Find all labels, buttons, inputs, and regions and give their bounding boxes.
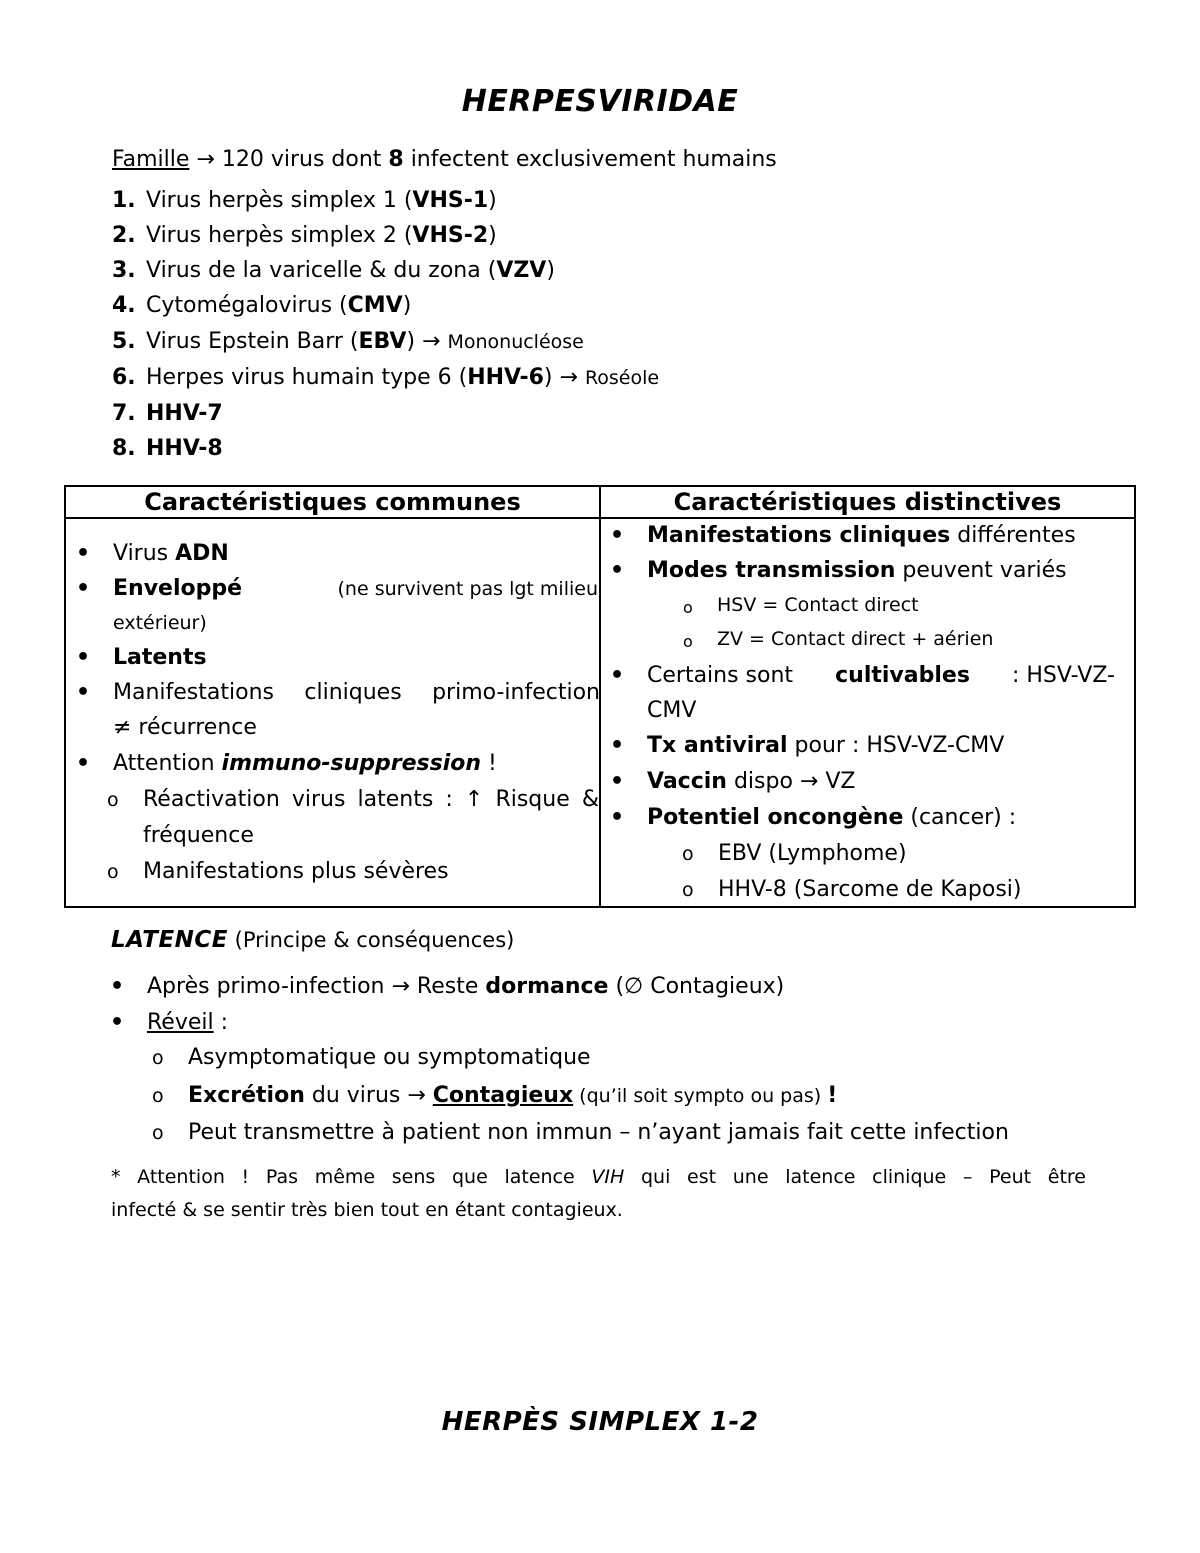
common-enveloppe: • Enveloppé (ne survivent pas lgt milieu	[113, 576, 598, 601]
header-common: Caractéristiques communes	[65, 486, 600, 518]
distinct-oncogene: • Potentiel oncongène (cancer) :	[647, 805, 1016, 830]
common-latents: • Latents	[113, 645, 207, 670]
latence-bullet-2: • Réveil :	[147, 1012, 228, 1034]
latence-sub-3: o Peut transmettre à patient non immun – n’ayant jamais fait cette infection	[188, 1122, 1009, 1144]
distinctive-cell	[600, 518, 1135, 907]
virus-item: 2. Virus herpès simplex 2 (VHS-2)	[112, 223, 497, 248]
famille-text-a: → 120 virus dont	[189, 147, 389, 172]
note-line-1: * Attention ! Pas même sens que latence VIH qui est une latence clinique – Peut être	[111, 1166, 1086, 1188]
distinct-manif: • Manifestations cliniques différentes	[647, 523, 1076, 548]
virus-item: 1. Virus herpès simplex 1 (VHS-1)	[112, 188, 497, 213]
famille-line	[112, 149, 777, 171]
distinct-ebv: o EBV (Lymphome)	[718, 841, 907, 866]
distinct-zv: o ZV = Contact direct + aérien	[717, 628, 993, 650]
famille-label: Famille	[112, 147, 190, 172]
characteristics-table	[64, 485, 1136, 908]
common-enveloppe-cont: extérieur)	[113, 612, 207, 634]
header-distinctive: Caractéristiques distinctives	[600, 486, 1135, 518]
common-cell	[65, 518, 600, 907]
famille-count: 8	[388, 147, 404, 172]
famille-text-b: infectent exclusivement humains	[403, 147, 777, 172]
virus-item: 6. Herpes virus humain type 6 (HHV-6) → Roséole	[112, 365, 660, 390]
virus-item: 3. Virus de la varicelle & du zona (VZV)	[112, 258, 555, 283]
distinct-cultivables: • Certains sont cultivables : HSV-VZ-	[647, 663, 1115, 688]
distinct-vaccin: • Vaccin dispo → VZ	[647, 769, 855, 794]
distinct-antiviral: • Tx antiviral pour : HSV-VZ-CMV	[647, 733, 1004, 758]
latence-heading: LATENCE (Principe & conséquences)	[111, 927, 515, 953]
note-line-2: infecté & se sentir très bien tout en étant contagieux.	[111, 1199, 623, 1221]
virus-item: 4. Cytomégalovirus (CMV)	[112, 293, 412, 318]
page-title: HERPESVIRIDAE	[461, 84, 739, 119]
virus-item: 5. Virus Epstein Barr (EBV) → Mononucléose	[112, 329, 584, 354]
common-reactivation: o Réactivation virus latents : ↑ Risque &	[143, 787, 599, 812]
latence-sub-2: o Excrétion du virus → Contagieux (qu’il soit sympto ou pas) !	[188, 1085, 837, 1107]
latence-bullet-1: • Après primo-infection → Reste dormance (∅ Contagieux)	[147, 976, 784, 998]
virus-item: 8. HHV-8	[112, 436, 223, 461]
common-attention: • Attention immuno-suppression !	[113, 751, 497, 776]
common-manif: • Manifestations cliniques primo-infection	[113, 680, 600, 705]
latence-sub-1: o Asymptomatique ou symptomatique	[188, 1047, 591, 1069]
common-manif-cont: ≠ récurrence	[113, 715, 257, 740]
common-reactivation-cont: fréquence	[143, 823, 254, 848]
distinct-cultivables-cont: CMV	[647, 698, 697, 723]
common-adn: • Virus ADN	[113, 541, 229, 566]
section-title: HERPÈS SIMPLEX 1-2	[441, 1407, 759, 1437]
distinct-hhv8: o HHV-8 (Sarcome de Kaposi)	[718, 877, 1021, 902]
virus-item: 7. HHV-7	[112, 401, 223, 426]
distinct-modes: • Modes transmission peuvent variés	[647, 558, 1067, 583]
distinct-hsv: o HSV = Contact direct	[717, 594, 919, 616]
common-severe: o Manifestations plus sévères	[143, 859, 449, 884]
